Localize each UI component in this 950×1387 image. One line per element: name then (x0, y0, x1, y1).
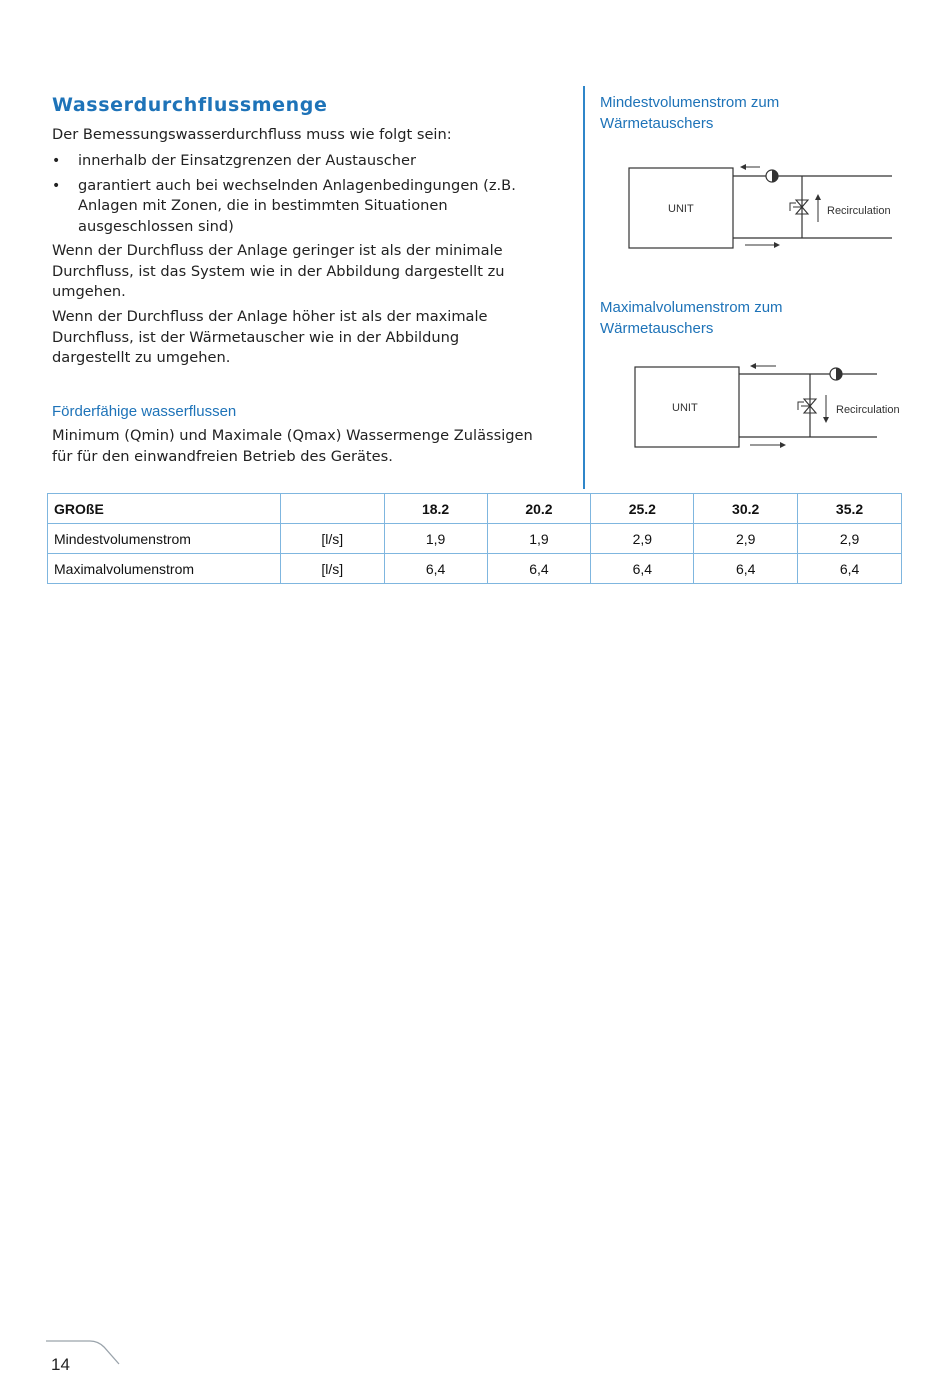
arrow-right-icon (750, 442, 786, 448)
column-divider (583, 86, 585, 489)
arrow-left-icon (740, 164, 760, 170)
table-cell: [l/s] (280, 524, 384, 554)
table-header-row (48, 494, 902, 524)
table-row (48, 554, 902, 584)
table-cell: 6,4 (487, 554, 591, 584)
table-cell: Mindestvolumenstrom (48, 524, 281, 554)
table-cell: 1,9 (487, 524, 591, 554)
table-header-cell: 25.2 (591, 494, 694, 524)
arrow-up-icon (815, 194, 821, 222)
arrow-down-icon (823, 395, 829, 423)
min-diagram-title: Mindestvolumenstrom zum Wärmetauschers (600, 94, 780, 132)
allowed-flow-text: Minimum (Qmin) und Maximale (Qmax) Wassermenge Zulässigen für für den einwandfreien Betrieb des Gerätes. (52, 427, 533, 465)
list-item (52, 176, 528, 238)
recirculation-label: Recirculation (827, 205, 891, 217)
bullet-icon: • (52, 177, 61, 194)
unit-label: UNIT (668, 203, 694, 215)
list-item-text: garantiert auch bei wechselnden Anlagenbedingungen (z.B. Anlagen mit Zonen, die in bestimmten Situationen ausgeschlossen sind) (78, 176, 516, 235)
max-flow-diagram (600, 355, 910, 455)
intro-text: Der Bemessungswasserdurchfluss muss wie folgt sein: (52, 126, 452, 143)
valve-icon (790, 200, 808, 214)
table-header-cell (280, 494, 384, 524)
table-cell: 2,9 (798, 524, 902, 554)
paragraph-max-flow: Wenn der Durchfluss der Anlage höher ist als der maximale Durchfluss, ist der Wärmetauscher wie in der Abbildung dargestellt zu umgehen. (52, 308, 488, 366)
unit-label: UNIT (672, 402, 698, 414)
table-cell: 6,4 (798, 554, 902, 584)
list-item (52, 151, 532, 172)
recirculation-label: Recirculation (836, 404, 900, 416)
table-cell: 6,4 (694, 554, 798, 584)
table-row (48, 524, 902, 554)
min-flow-diagram (600, 150, 900, 255)
table-cell: 2,9 (694, 524, 798, 554)
table-cell: Maximalvolumenstrom (48, 554, 281, 584)
table-header-cell: 18.2 (384, 494, 487, 524)
flow-rate-table (47, 493, 902, 584)
table-header-cell: 35.2 (798, 494, 902, 524)
table-cell: 2,9 (591, 524, 694, 554)
section-title: Wasserdurchflussmenge (52, 94, 328, 116)
page-number: 14 (51, 1355, 70, 1374)
table-cell: 6,4 (384, 554, 487, 584)
paragraph-min-flow: Wenn der Durchfluss der Anlage geringer ist als der minimale Durchfluss, ist das System wie in der Abbildung dargestellt zu umgehen. (52, 242, 505, 300)
list-item-text: innerhalb der Einsatzgrenzen der Austauscher (78, 152, 416, 169)
arrow-right-icon (745, 242, 780, 248)
table-header-cell: 20.2 (487, 494, 591, 524)
table-header-cell: 30.2 (694, 494, 798, 524)
table-cell: [l/s] (280, 554, 384, 584)
arrow-left-icon (750, 363, 776, 369)
bullet-list (52, 151, 532, 237)
bullet-icon: • (52, 153, 61, 169)
table-cell: 1,9 (384, 524, 487, 554)
table-header-cell: GROßE (48, 494, 281, 524)
table-cell: 6,4 (591, 554, 694, 584)
max-diagram-title: Maximalvolumenstrom zum Wärmetauschers (600, 299, 783, 337)
valve-icon (798, 399, 816, 413)
allowed-flow-title: Förderfähige wasserflussen (52, 403, 237, 420)
